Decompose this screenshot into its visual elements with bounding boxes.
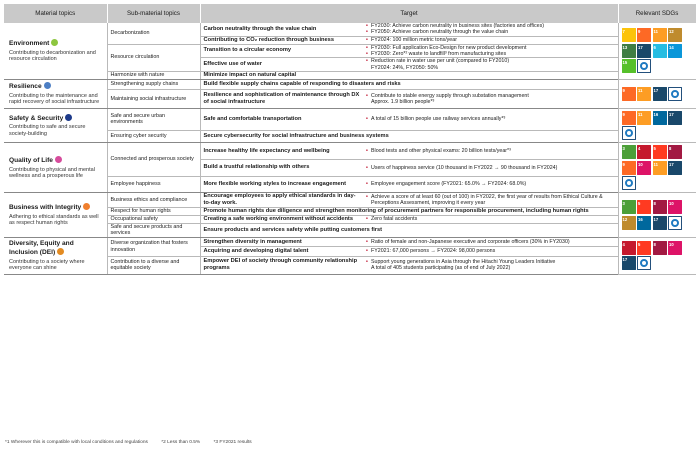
- target-detail-item: • Reduction rate in water use per unit (compared to FY2010): [366, 58, 615, 64]
- target-title: Effective use of water: [200, 58, 363, 72]
- table-row: [4, 89, 696, 108]
- sdg-9-icon: 9: [622, 161, 636, 175]
- target-detail-item: • Support young generations in Asia through the Hitachi Young Leaders Initiative: [366, 259, 615, 265]
- material-topic-label: Diversity, Equity and Inclusion (DEI): [9, 239, 74, 256]
- target-detail-item: • FY2030: Zero*² waste to landfill³ from manufacturing sites: [366, 51, 615, 57]
- target-detail-item: • Users of happiness service (10 thousand in FY2022 → 90 thousand in FY2024): [366, 165, 615, 171]
- sdg-icon-grid: [622, 241, 686, 271]
- target-detail-list: [366, 165, 615, 171]
- sdg-11-icon: 11: [653, 28, 667, 42]
- sdg-icon-grid: [622, 200, 686, 230]
- target-title: Minimize impact on natural capital: [200, 71, 618, 79]
- topic-color-dot: [57, 248, 64, 255]
- target-detail-extra: A total of 405 students participating (as of end of July 2022): [371, 265, 511, 272]
- target-detail-list: [366, 45, 615, 58]
- sdg-13-icon: 13: [622, 44, 636, 58]
- sdg-5-icon: 5: [653, 145, 667, 159]
- table-row: [4, 223, 696, 237]
- target-detail-extra: FY2024: 24%, FY2050: 50%: [371, 64, 439, 71]
- target-title: Strengthen diversity in management: [200, 237, 363, 247]
- sdg-wheel-icon: [637, 256, 651, 270]
- material-topic-cell: [4, 79, 107, 108]
- sdg-8-icon: 8: [668, 145, 682, 159]
- sub-material-topic: Safe and secure products and services: [107, 223, 200, 237]
- table-body: [4, 23, 696, 274]
- sdg-5-icon: 5: [637, 241, 651, 255]
- table-row: [4, 193, 696, 208]
- material-topic-title: [9, 39, 103, 48]
- sdg-wheel-icon: [668, 87, 682, 101]
- header-sub-material-topics: Sub-material topics: [107, 4, 200, 23]
- target-details: [363, 237, 618, 247]
- sdg-17-icon: 17: [668, 111, 682, 125]
- sdg-12-icon: 12: [622, 216, 636, 230]
- target-title: Transition to a circular economy: [200, 44, 363, 58]
- sub-material-topic: Resource circulation: [107, 44, 200, 71]
- sdg-wheel-icon: [637, 59, 651, 73]
- material-topic-description: Contributing to physical and mental wellness and a prosperous life: [9, 166, 95, 180]
- topic-color-dot: [55, 156, 62, 163]
- sub-material-topic: Diverse organization that fosters innovation: [107, 237, 200, 256]
- sdg-8-icon: 8: [653, 241, 667, 255]
- material-topic-label: Safety & Security: [9, 114, 64, 122]
- material-topic-label: Business with Integrity: [9, 203, 82, 211]
- target-detail-item: • Achieve a score of at least 60 (out of 100) in FY2022, the first year of results from Ethical Culture & Perceptions Assessment, improving it every year: [366, 194, 615, 207]
- target-details: [363, 160, 618, 177]
- material-topic-description: Contributing to safe and secure society-building: [9, 124, 86, 138]
- target-title: Build a trustful relationship with others: [200, 160, 363, 177]
- target-title: Secure cybersecurity for social infrastructure and business systems: [200, 130, 618, 142]
- sub-material-topic: Strengthening supply chains: [107, 79, 200, 89]
- target-details: [363, 36, 618, 44]
- target-detail-item: • Blood tests and other physical exams: 20 billion tests/year*³: [366, 148, 615, 154]
- target-detail-list: [366, 116, 615, 122]
- sdg-10-icon: 10: [668, 200, 682, 214]
- footnote-3: *3 FY2021 results: [213, 440, 252, 445]
- material-topic-label: Resilience: [9, 82, 42, 90]
- target-detail-item: • Employee engagement score (FY2021: 65.0% → FY2024: 68.0%): [366, 181, 615, 187]
- sdg-16-icon: 16: [637, 216, 651, 230]
- relevant-sdgs-cell: [618, 193, 696, 237]
- target-detail-item: • A total of 15 billion people use railway services annually*³: [366, 116, 615, 122]
- target-title: Encourage employees to apply ethical standards in day-to-day work.: [200, 193, 363, 208]
- sub-material-topic: Harmonize with nature: [107, 71, 200, 79]
- target-details: [363, 143, 618, 160]
- material-topic-label: Quality of Life: [9, 156, 53, 164]
- sdg-15-icon: 15: [622, 59, 636, 73]
- target-title: Build flexible supply chains capable of responding to disasters and risks: [200, 79, 618, 89]
- topic-color-dot: [83, 203, 90, 210]
- sdg-14-icon: 14: [668, 44, 682, 58]
- table-row: [4, 256, 696, 274]
- sdg-11-icon: 11: [637, 111, 651, 125]
- table-row: [4, 79, 696, 89]
- target-detail-list: [366, 37, 615, 43]
- target-title: Empower DEI of society through community relationship programs: [200, 256, 363, 274]
- target-details: [363, 193, 618, 208]
- table-row: [4, 208, 696, 216]
- table-row: [4, 237, 696, 247]
- target-title: Safe and comfortable transportation: [200, 108, 363, 130]
- sdg-icon-grid: [622, 28, 686, 73]
- sdg-10-icon: 10: [668, 241, 682, 255]
- table-row: [4, 71, 696, 79]
- table-header: [4, 4, 696, 23]
- target-detail-list: [366, 239, 615, 245]
- table-row: [4, 44, 696, 58]
- topic-color-dot: [44, 82, 51, 89]
- sdg-icon-grid: [622, 87, 686, 101]
- target-details: [363, 58, 618, 72]
- sdg-wheel-icon: [622, 176, 636, 190]
- sdg-icon-grid: [622, 145, 686, 190]
- sdg-6-icon: 6: [653, 44, 667, 58]
- target-details: [363, 23, 618, 36]
- target-detail-item: • Contribute to stable energy supply through substation management: [366, 93, 615, 99]
- target-title: Resilience and sophistication of maintenance through DX of social infrastructure: [200, 89, 363, 108]
- target-title: Ensure products and services safety while putting customers first: [200, 223, 618, 237]
- sdg-16-icon: 16: [653, 111, 667, 125]
- material-topic-description: Contributing to decarbonization and resource circulation: [9, 49, 96, 63]
- target-detail-item: • FY2021: 67,000 persons → FY2024: 98,000 persons: [366, 248, 615, 254]
- target-details: [363, 89, 618, 108]
- target-detail-list: [366, 259, 615, 265]
- target-detail-item: • Zero fatal accidents: [366, 216, 615, 222]
- footnotes: [5, 440, 264, 446]
- table-row: [4, 108, 696, 130]
- material-topic-cell: [4, 23, 107, 79]
- relevant-sdgs-cell: [618, 237, 696, 274]
- target-title: More flexible working styles to increase engagement: [200, 176, 363, 193]
- relevant-sdgs-cell: [618, 143, 696, 193]
- material-topic-cell: [4, 193, 107, 237]
- sdg-5-icon: 5: [637, 200, 651, 214]
- target-detail-item: • FY2024: 100 million metric tons/year: [366, 37, 615, 43]
- topic-color-dot: [51, 39, 58, 46]
- target-detail-item: • FY2030: Achieve carbon neutrality in business sites (factories and offices): [366, 23, 615, 29]
- table-row: [4, 130, 696, 142]
- sdg-3-icon: 3: [622, 200, 636, 214]
- material-topic-description: Contributing to the maintenance and rapid recovery of social infrastructure: [9, 92, 100, 106]
- footnote-1: *1 Wherever this is compatible with local conditions and regulations: [5, 440, 148, 445]
- target-title: Contributing to CO₂ reduction through business: [200, 36, 363, 44]
- material-topic-label: Environment: [9, 39, 50, 47]
- footnote-2: *2 Less than 0.5%: [161, 440, 201, 445]
- target-detail-list: [366, 216, 615, 222]
- target-title: Carbon neutrality through the value chain: [200, 23, 363, 36]
- material-topic-description: Adhering to ethical standards as well as respect human rights: [9, 213, 99, 227]
- sub-material-topic: Respect for human rights: [107, 208, 200, 216]
- sdg-9-icon: 9: [637, 28, 651, 42]
- sdg-17-icon: 17: [653, 216, 667, 230]
- material-topic-cell: [4, 108, 107, 143]
- target-detail-list: [366, 194, 615, 207]
- sdg-17-icon: 17: [637, 44, 651, 58]
- sub-material-topic: Occupational safety: [107, 215, 200, 223]
- target-title: Creating a safe working environment without accidents: [200, 215, 363, 223]
- material-topic-title: [9, 156, 103, 165]
- sub-material-topic: Contribution to a diverse and equitable society: [107, 256, 200, 274]
- materiality-table: [4, 4, 697, 275]
- material-topic-title: [9, 203, 103, 212]
- target-detail-item: • FY2030: Full application Eco-Design for new product development: [366, 45, 615, 51]
- table-row: [4, 176, 696, 193]
- sdg-12-icon: 12: [668, 28, 682, 42]
- target-detail-list: [366, 93, 615, 99]
- target-details: [363, 247, 618, 257]
- sdg-wheel-icon: [668, 216, 682, 230]
- sdg-4-icon: 4: [622, 241, 636, 255]
- target-detail-extra: Approx. 1.9 billion people*³: [371, 98, 435, 105]
- sdg-17-icon: 17: [653, 87, 667, 101]
- header-relevant-sdgs: Relevant SDGs: [618, 4, 696, 23]
- relevant-sdgs-cell: [618, 23, 696, 79]
- sdg-17-icon: 17: [622, 256, 636, 270]
- target-details: [363, 108, 618, 130]
- target-detail-list: [366, 248, 615, 254]
- table-row: [4, 215, 696, 223]
- material-topic-title: [9, 240, 103, 257]
- sub-material-topic: Ensuring cyber security: [107, 130, 200, 142]
- sdg-7-icon: 7: [622, 28, 636, 42]
- table-row: [4, 23, 696, 36]
- target-detail-item: • FY2050: Achieve carbon neutrality through the value chain: [366, 29, 615, 35]
- sub-material-topic: Connected and prosperous society: [107, 143, 200, 176]
- material-topic-cell: [4, 237, 107, 274]
- sdg-4-icon: 4: [637, 145, 651, 159]
- sdg-10-icon: 10: [637, 161, 651, 175]
- sdg-wheel-icon: [622, 126, 636, 140]
- target-detail-list: [366, 23, 615, 36]
- sub-material-topic: Maintaining social infrastructure: [107, 89, 200, 108]
- target-detail-item: • Ratio of female and non-Japanese executive and corporate officers (30% in FY2030): [366, 239, 615, 245]
- table-row: [4, 143, 696, 160]
- material-topic-cell: [4, 143, 107, 193]
- target-title: Increase healthy life expectancy and wellbeing: [200, 143, 363, 160]
- material-topic-title: [9, 82, 103, 91]
- target-details: [363, 176, 618, 193]
- material-topic-description: Contributing to a society where everyone can shine: [9, 258, 85, 272]
- header-material-topics: Material topics: [4, 4, 107, 23]
- sdg-3-icon: 3: [622, 145, 636, 159]
- sdg-9-icon: 9: [622, 87, 636, 101]
- target-detail-list: [366, 148, 615, 154]
- sdg-icon-grid: [622, 111, 686, 141]
- relevant-sdgs-cell: [618, 108, 696, 143]
- sdg-11-icon: 11: [637, 87, 651, 101]
- target-details: [363, 256, 618, 274]
- sub-material-topic: Safe and secure urban environments: [107, 108, 200, 130]
- relevant-sdgs-cell: [618, 79, 696, 108]
- target-title: Promote human rights due diligence and strengthen monitoring of procurement partners for responsible procurement, including human rights: [200, 208, 618, 216]
- target-details: [363, 215, 618, 223]
- sdg-17-icon: 17: [668, 161, 682, 175]
- sdg-9-icon: 9: [622, 111, 636, 125]
- target-title: Acquiring and developing digital talent: [200, 247, 363, 257]
- header-target: Target: [200, 4, 618, 23]
- target-detail-list: [366, 58, 615, 64]
- material-topic-title: [9, 114, 103, 123]
- topic-color-dot: [65, 114, 72, 121]
- sub-material-topic: Employee happiness: [107, 176, 200, 193]
- sub-material-topic: Decarbonization: [107, 23, 200, 44]
- sdg-8-icon: 8: [653, 200, 667, 214]
- sub-material-topic: Business ethics and compliance: [107, 193, 200, 208]
- sdg-11-icon: 11: [653, 161, 667, 175]
- target-details: [363, 44, 618, 58]
- target-detail-list: [366, 181, 615, 187]
